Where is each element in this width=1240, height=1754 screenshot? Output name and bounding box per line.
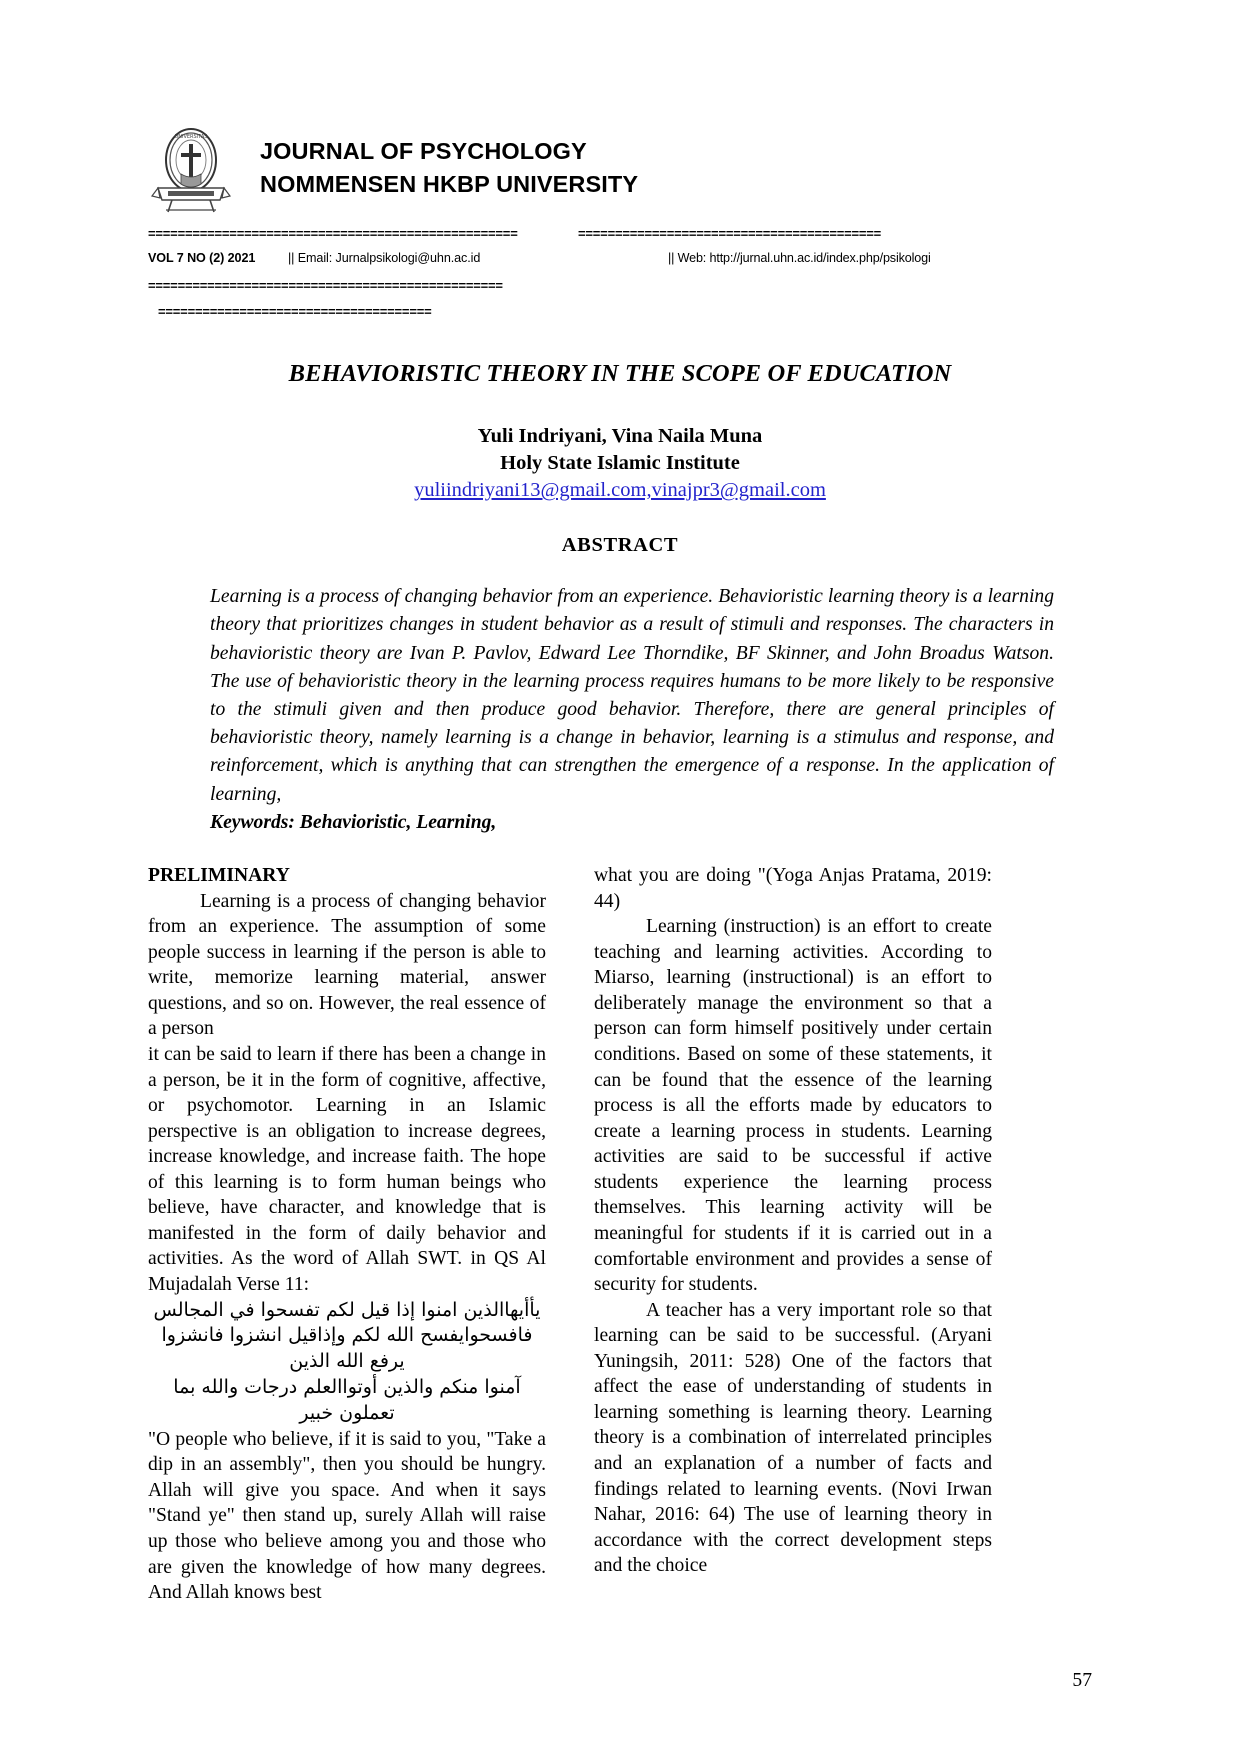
quran-verse-line-2: فافسحوايفسح الله لكم وإذاقيل انشزوا فانشزوا يرفع الله الذين: [161, 1324, 533, 1373]
journal-masthead: [148, 122, 1092, 214]
masthead-divider-middle: ================================================: [148, 280, 503, 291]
issue-info-row: [148, 250, 1092, 266]
journal-website: || Web: http://jurnal.uhn.ac.id/index.php/psikologi: [668, 251, 931, 265]
right-paragraph-3: A teacher has a very important role so that learning can be said to be successful. (Aryani Yuningsih, 2011: 528) One of the factors that affect the ease of understanding of students in learning something is learning theory. Learning theory is a combination of interrelated principles and an explanation of a number of facts and findings related to learning events. (Novi Irwan Nahar, 2016: 64) The use of learning theory in accordance with the correct development steps and the choice: [594, 1299, 992, 1577]
abstract-heading: ABSTRACT: [561, 534, 679, 557]
quran-verse-line-1: يأأيهاالذين امنوا إذا قيل لكم تفسحوا في المجالس: [153, 1298, 541, 1321]
divider-segment-left: ==================================================: [148, 228, 518, 239]
abstract-text: Learning is a process of changing behavior from an experience. Behavioristic learning theory is a learning theory that prioritizes changes in student behavior as a result of stimuli and responses. The characters in behavioristic theory are Ivan P. Pavlov, Edward Lee Thorndike, BF Skinner, and John Broadus Watson. The use of behavioristic theory in the learning process requires humans to be more likely to be responsive to the stimuli given and then produce good behavior. Therefore, there are general principles of behavioristic theory, namely learning is a change in behavior, learning is a stimulus and response, and reinforcement, which is anything that can strengthen the emergence of a response. In the application of learning,: [210, 586, 1054, 805]
right-paragraph-1: what you are doing "(Yoga Anjas Pratama, 2019: 44): [594, 865, 992, 912]
author-emails-link[interactable]: yuliindriyani13@gmail.com,vinajpr3@gmail.com: [414, 479, 826, 502]
body-columns: [148, 863, 1092, 1606]
volume-issue-label: VOL 7 NO (2) 2021: [148, 251, 256, 265]
section-heading-preliminary: PRELIMINARY: [148, 865, 290, 887]
svg-text:UNIVERSITAS: UNIVERSITAS: [174, 134, 208, 140]
left-paragraph-3: "O people who believe, if it is said to you, "Take a dip in an assembly", then you should be hungry. Allah will give you space. And when it says "Stand ye" then stand up, surely Allah will raise up those who believe among you and those who are given the knowledge of how many degrees. And Allah knows best: [148, 1428, 546, 1604]
author-affiliation: Holy State Islamic Institute: [500, 452, 740, 475]
divider-segment-right: =========================================: [578, 228, 882, 239]
masthead-title-block: [260, 135, 638, 202]
page-number: 57: [1072, 1670, 1092, 1691]
author-names: Yuli Indriyani, Vina Naila Muna: [477, 425, 763, 448]
masthead-divider-bottom: =====================================: [158, 306, 432, 317]
left-column: [148, 863, 546, 1606]
journal-email: || Email: Jurnalpsikologi@uhn.ac.id: [288, 251, 481, 265]
left-paragraph-2: it can be said to learn if there has been a change in a person, be it in the form of cognitive, affective, or psychomotor. Learning in an Islamic perspective is an obligation to increase degrees, increase knowledge, and increase faith. The hope of this learning is to form human beings who believe, have character, and knowledge that is manifested in the form of daily behavior and activities. As the word of Allah SWT. in QS Al Mujadalah Verse 11:: [148, 1043, 546, 1295]
masthead-divider-top: [148, 228, 1092, 239]
abstract-keywords: Keywords: Behavioristic, Learning,: [210, 811, 497, 833]
article-title: BEHAVIORISTIC THEORY IN THE SCOPE OF EDUCATION: [288, 360, 952, 387]
journal-name-line1: JOURNAL OF PSYCHOLOGY: [260, 137, 587, 164]
right-column: [594, 863, 992, 1606]
right-paragraph-2: Learning (instruction) is an effort to create teaching and learning activities. According to Miarso, learning (instructional) is an effort to deliberately manage the environment so that a person can form himself positively under certain conditions. Based on some of these statements, it can be found that the essence of the learning process is all the efforts made by educators to create a learning process in students. Learning activities are said to be successful if active students experience the learning process themselves. This learning activity will be meaningful for students if it is carried out in a comfortable environment and provides a sense of security for students.: [594, 916, 992, 1296]
journal-name-line2: NOMMENSEN HKBP UNIVERSITY: [260, 171, 639, 197]
quran-verse-line-3: آمنوا منكم والذين أوتواالعلم درجات والله بما تعملون خبير: [173, 1376, 521, 1424]
left-paragraph-1: Learning is a process of changing behavior from an experience. The assumption of some people success in learning if the person is able to write, memorize learning material, answer questions, and so on. However, the real essence of a person: [148, 890, 546, 1040]
university-crest-icon: [148, 122, 234, 214]
